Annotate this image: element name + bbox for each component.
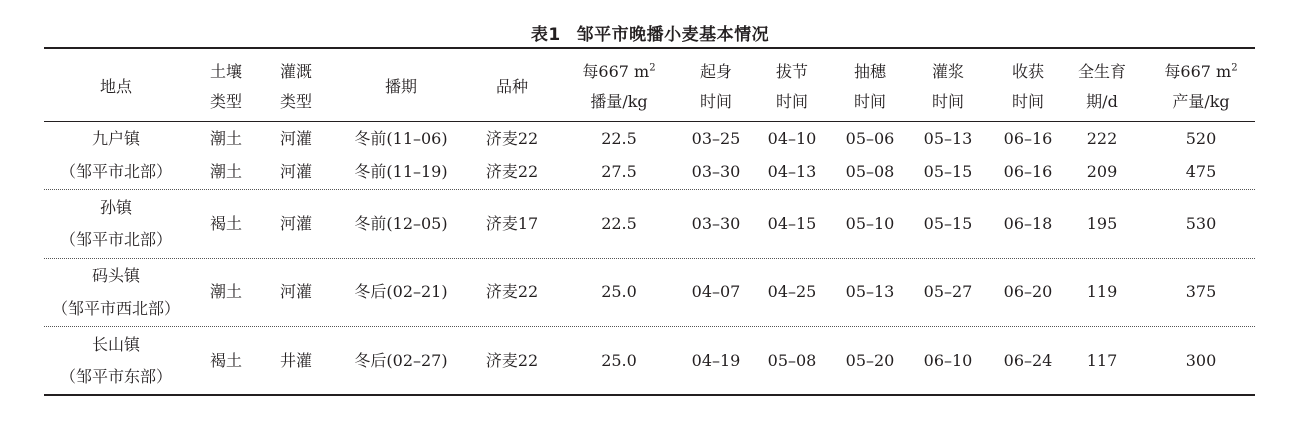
table-title: 邹平市晚播小麦基本情况 xyxy=(576,25,770,45)
cell-harvest-date: 06–20 xyxy=(1003,282,1053,301)
cell-variety: 济麦22 xyxy=(485,129,539,148)
header-rising-date: 起身 xyxy=(699,62,732,81)
cell-yield: 475 xyxy=(1185,162,1217,181)
cell-seeding-rate: 22.5 xyxy=(601,129,637,148)
cell-harvest-date: 06–24 xyxy=(1003,351,1053,370)
location-region: （邹平市北部） xyxy=(59,162,172,181)
header-rising-date-line2: 时间 xyxy=(699,92,732,111)
cell-soil-type: 褐土 xyxy=(209,214,242,233)
cell-filling-date: 05–15 xyxy=(923,214,973,233)
cell-jointing-date: 04–13 xyxy=(767,162,817,181)
data-table xyxy=(44,0,1255,427)
cell-jointing-date: 04–25 xyxy=(767,282,817,301)
cell-growth-period: 117 xyxy=(1086,351,1118,370)
header-jointing-date: 拔节 xyxy=(775,62,808,81)
header-growth-period: 全生育 xyxy=(1077,62,1126,81)
cell-sowing-date: 冬后(02–27) xyxy=(354,351,448,370)
cell-variety: 济麦17 xyxy=(485,214,539,233)
header-jointing-date-line2: 时间 xyxy=(775,92,808,111)
cell-sowing-date: 冬前(11–19) xyxy=(354,162,448,181)
cell-jointing-date: 05–08 xyxy=(767,351,817,370)
location-region: （邹平市北部） xyxy=(59,230,172,249)
cell-heading-date: 05–20 xyxy=(845,351,895,370)
location-name: 九户镇 xyxy=(91,129,140,148)
cell-harvest-date: 06–16 xyxy=(1003,129,1053,148)
header-heading-date: 抽穗 xyxy=(853,62,886,81)
cell-rising-date: 03–25 xyxy=(691,129,741,148)
cell-soil-type: 潮土 xyxy=(209,129,242,148)
cell-filling-date: 05–13 xyxy=(923,129,973,148)
header-location: 地点 xyxy=(99,77,132,96)
cell-jointing-date: 04–10 xyxy=(767,129,817,148)
header-irrigation-type: 灌溉 xyxy=(279,62,312,81)
header-seeding-rate-line2: 播量/kg xyxy=(590,92,648,111)
header-variety: 品种 xyxy=(495,77,528,96)
header-irrigation-type-line2: 类型 xyxy=(279,92,312,111)
cell-irrigation-type: 河灌 xyxy=(279,214,312,233)
cell-soil-type: 潮土 xyxy=(209,162,242,181)
cell-seeding-rate: 22.5 xyxy=(601,214,637,233)
location-name: 长山镇 xyxy=(91,335,140,354)
cell-variety: 济麦22 xyxy=(485,282,539,301)
cell-heading-date: 05–08 xyxy=(845,162,895,181)
cell-irrigation-type: 河灌 xyxy=(279,282,312,301)
cell-irrigation-type: 河灌 xyxy=(279,129,312,148)
cell-variety: 济麦22 xyxy=(485,162,539,181)
header-harvest-date-line2: 时间 xyxy=(1011,92,1044,111)
cell-soil-type: 潮土 xyxy=(209,282,242,301)
cell-filling-date: 06–10 xyxy=(923,351,973,370)
header-harvest-date: 收获 xyxy=(1011,62,1044,81)
cell-seeding-rate: 25.0 xyxy=(601,351,637,370)
header-filling-date: 灌浆 xyxy=(931,62,964,81)
cell-irrigation-type: 河灌 xyxy=(279,162,312,181)
cell-yield: 520 xyxy=(1185,129,1217,148)
cell-rising-date: 03–30 xyxy=(691,214,741,233)
cell-jointing-date: 04–15 xyxy=(767,214,817,233)
cell-filling-date: 05–15 xyxy=(923,162,973,181)
cell-rising-date: 04–07 xyxy=(691,282,741,301)
cell-seeding-rate: 25.0 xyxy=(601,282,637,301)
location-region: （邹平市西北部） xyxy=(51,299,180,318)
cell-yield: 530 xyxy=(1185,214,1217,233)
cell-yield: 300 xyxy=(1185,351,1217,370)
header-sowing-date: 播期 xyxy=(384,77,417,96)
cell-harvest-date: 06–18 xyxy=(1003,214,1053,233)
cell-soil-type: 褐土 xyxy=(209,351,242,370)
table-number: 表1 xyxy=(530,25,561,45)
cell-sowing-date: 冬前(11–06) xyxy=(354,129,448,148)
header-yield: 每667 $m^2$ xyxy=(1164,62,1238,81)
cell-sowing-date: 冬前(12–05) xyxy=(354,214,448,233)
cell-heading-date: 05–06 xyxy=(845,129,895,148)
cell-growth-period: 195 xyxy=(1086,214,1118,233)
header-heading-date-line2: 时间 xyxy=(853,92,886,111)
location-name: 孙镇 xyxy=(99,198,132,217)
cell-seeding-rate: 27.5 xyxy=(601,162,637,181)
cell-heading-date: 05–10 xyxy=(845,214,895,233)
cell-filling-date: 05–27 xyxy=(923,282,973,301)
cell-irrigation-type: 井灌 xyxy=(279,351,312,370)
cell-growth-period: 119 xyxy=(1086,282,1118,301)
cell-growth-period: 209 xyxy=(1086,162,1118,181)
location-name: 码头镇 xyxy=(91,266,140,285)
cell-rising-date: 03–30 xyxy=(691,162,741,181)
cell-sowing-date: 冬后(02–21) xyxy=(354,282,448,301)
header-seeding-rate: 每667 $m^2$ xyxy=(582,62,656,81)
cell-heading-date: 05–13 xyxy=(845,282,895,301)
header-soil-type-line2: 类型 xyxy=(209,92,242,111)
cell-growth-period: 222 xyxy=(1086,129,1118,148)
cell-harvest-date: 06–16 xyxy=(1003,162,1053,181)
location-region: （邹平市东部） xyxy=(59,367,172,386)
cell-yield: 375 xyxy=(1185,282,1217,301)
header-yield-line2: 产量/kg xyxy=(1172,92,1230,111)
cell-rising-date: 04–19 xyxy=(691,351,741,370)
header-growth-period-line2: 期/d xyxy=(1086,92,1118,111)
cell-variety: 济麦22 xyxy=(485,351,539,370)
header-soil-type: 土壤 xyxy=(209,62,242,81)
header-filling-date-line2: 时间 xyxy=(931,92,964,111)
